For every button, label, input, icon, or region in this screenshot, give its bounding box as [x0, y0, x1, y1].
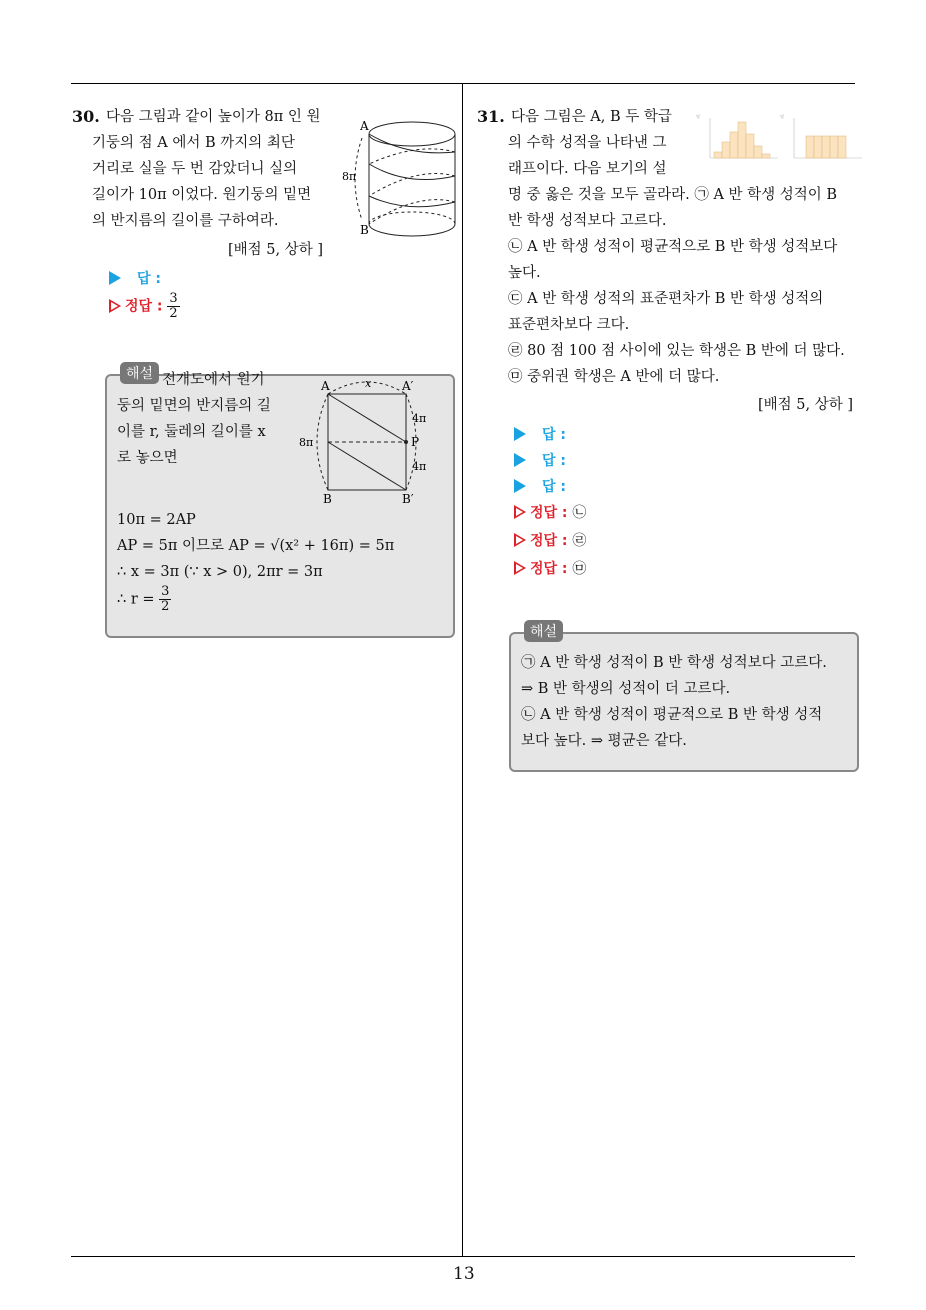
q30-sol-eq2-c: AP = √(x² + 16π) = 5π — [228, 538, 395, 554]
q31-line: ㉡ A 반 학생 성적이 평균적으로 B 반 학생 성적보다 — [508, 239, 838, 255]
red-triangle-icon — [109, 299, 121, 313]
q30-line: 기둥의 점 A 에서 B 까지의 최단 — [92, 135, 295, 151]
q30-answer-row — [109, 268, 161, 288]
q31-line: ㉤ 중위권 학생은 A 반에 더 많다. — [508, 369, 720, 385]
q31-solution-tag: 해설 — [524, 620, 563, 642]
q30-sol-eq2-b: 이므로 — [177, 538, 229, 554]
svg-text:명: 명 — [696, 114, 700, 119]
net-label-p: P — [411, 435, 420, 449]
q30-line: 다음 그림과 같이 높이가 8π 인 원 — [106, 109, 321, 125]
q31-line: ㉢ A 반 학생 성적의 표준편차가 B 반 학생 성적의 — [508, 291, 824, 307]
q31-answer-label: 답 : — [542, 427, 566, 443]
histogram-b-bars — [806, 136, 846, 158]
histogram-bar — [814, 136, 822, 158]
q31-correct-label: 정답 : — [530, 561, 568, 577]
histogram-bar — [838, 136, 846, 158]
blue-triangle-icon — [514, 427, 526, 441]
q31-sol-line: ㉡ A 반 학생 성적이 평균적으로 B 반 학생 성적 — [521, 707, 823, 723]
q31-sol-line: ⇒ B 반 학생의 성적이 더 고르다. — [521, 681, 731, 697]
q31-number: 31. — [477, 107, 505, 126]
q30-sol-eq4-frac — [159, 585, 171, 614]
q30-correct-fraction — [167, 292, 179, 321]
q30-line: 거리로 실을 두 번 감았더니 실의 — [92, 161, 298, 177]
histogram-bar — [754, 146, 762, 158]
blue-triangle-icon — [109, 271, 121, 285]
q31-line: ㉣ 80 점 100 점 사이에 있는 학생은 B 반에 더 많다. — [508, 343, 845, 359]
q31-answer-row — [514, 424, 566, 444]
q30-line: 길이가 10π 이었다. 원기둥의 밑면 — [92, 187, 312, 203]
net-label-a: A — [321, 379, 330, 393]
net-label-b: B — [323, 492, 332, 506]
q30-sol-line: 이를 r, 둘레의 길이를 x — [117, 424, 266, 440]
q30-solution-tag: 해설 — [120, 362, 159, 384]
q30-sol-eq4-num: 3 — [161, 584, 170, 599]
q30-correct-label: 정답 : — [125, 298, 163, 315]
histogram-bar — [762, 154, 770, 158]
net-label-x: x — [365, 377, 372, 390]
red-triangle-icon — [514, 505, 526, 519]
red-triangle-icon — [514, 561, 526, 575]
q30-correct-den: 2 — [169, 306, 178, 321]
net-label-h2: 4π — [412, 460, 427, 473]
q31-sol-line: ㉠ A 반 학생 성적이 B 반 학생 성적보다 고르다. — [521, 655, 827, 671]
q30-sol-line: 전개도에서 원기 — [162, 372, 265, 388]
q30-sol-eq2-a: AP = 5π — [117, 538, 178, 554]
q30-sol-line: 로 놓으면 — [117, 450, 178, 466]
q31-line: 의 수학 성적을 나타낸 그 — [508, 135, 667, 151]
blue-triangle-icon — [514, 453, 526, 467]
q31-correct-row — [514, 530, 586, 550]
q31-line: 명 중 옳은 것을 모두 골라라. ㉠ A 반 학생 성적이 B — [508, 187, 838, 203]
histogram-bar — [822, 136, 830, 158]
q31-correct-value: ㉣ — [572, 533, 587, 549]
q30-sol-eq3: ∴ x = 3π (∵ x > 0), 2πr = 3π — [117, 564, 323, 580]
q30-sol-line: 둥의 밑면의 반지름의 길 — [117, 398, 271, 414]
q31-correct-value: ㉤ — [572, 561, 587, 577]
bottom-rule — [71, 1256, 855, 1257]
q31-correct-value: ㉡ — [572, 505, 587, 521]
red-triangle-icon — [514, 533, 526, 547]
column-divider — [462, 83, 463, 1256]
q31-line: 래프이다. 다음 보기의 설 — [508, 161, 667, 177]
q31-score: [배점 5, 상하 ] — [758, 397, 854, 413]
histogram-a-bars — [714, 122, 770, 158]
q30-label-a: A — [360, 119, 369, 133]
q31-line: 반 학생 성적보다 고르다. — [508, 213, 667, 229]
q31-answer-row — [514, 450, 566, 470]
net-label-h: 8π — [299, 436, 314, 449]
net-label-h1: 4π — [412, 412, 427, 425]
q30-sol-eq4-prefix: ∴ r = — [117, 591, 155, 608]
q30-sol-eq1: 10π = 2AP — [117, 512, 196, 528]
histogram-bar — [738, 122, 746, 158]
q31-answer-label: 답 : — [542, 479, 566, 495]
q30-correct-num: 3 — [169, 291, 178, 306]
q31-histogram-a — [696, 110, 780, 168]
q31-line: 표준편차보다 크다. — [508, 317, 630, 333]
q30-answer-label: 답 : — [137, 271, 161, 287]
q30-line: 의 반지름의 길이를 구하여라. — [92, 213, 279, 229]
histogram-bar — [722, 142, 730, 158]
svg-text:명: 명 — [780, 114, 784, 119]
q31-answer-label: 답 : — [542, 453, 566, 469]
q30-sol-eq2 — [117, 533, 394, 559]
q31-histogram-b — [780, 110, 864, 168]
q30-correct-row — [109, 292, 180, 321]
q30-sol-eq4 — [117, 585, 171, 614]
histogram-bar — [830, 136, 838, 158]
page-number: 13 — [453, 1264, 475, 1284]
q31-answer-row — [514, 476, 566, 496]
q30-cylinder-figure — [338, 112, 464, 240]
histogram-bar — [730, 132, 738, 158]
q30-label-height: 8π — [342, 170, 357, 183]
q31-sol-line: 보다 높다. ⇒ 평균은 같다. — [521, 733, 687, 749]
q30-sol-eq4-den: 2 — [161, 599, 170, 614]
histogram-bar — [806, 136, 814, 158]
blue-triangle-icon — [514, 479, 526, 493]
net-label-b2: B′ — [402, 492, 414, 506]
q31-correct-label: 정답 : — [530, 533, 568, 549]
top-rule — [71, 83, 855, 84]
q30-net-figure — [296, 376, 436, 506]
q31-correct-row — [514, 558, 586, 578]
histogram-bar — [714, 152, 722, 158]
q31-line: 높다. — [508, 265, 541, 281]
q31-correct-row — [514, 502, 586, 522]
q31-line: 다음 그림은 A, B 두 학급 — [511, 109, 672, 125]
q30-number: 30. — [72, 107, 100, 126]
q31-correct-label: 정답 : — [530, 505, 568, 521]
q30-score: [배점 5, 상하 ] — [228, 242, 324, 258]
net-label-a2: A′ — [402, 379, 414, 393]
histogram-bar — [746, 134, 754, 158]
q30-label-b: B — [360, 223, 369, 237]
